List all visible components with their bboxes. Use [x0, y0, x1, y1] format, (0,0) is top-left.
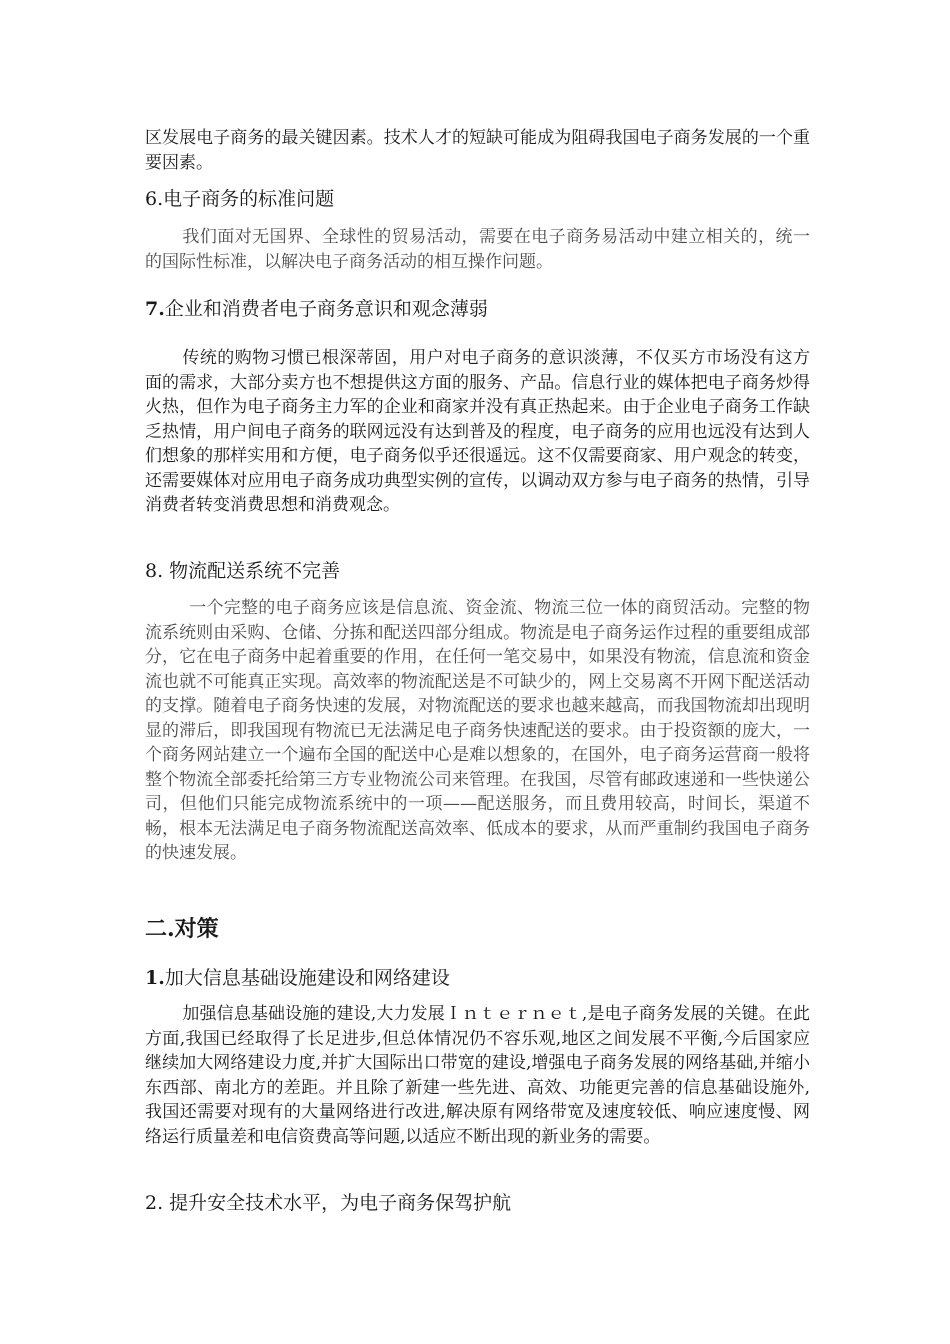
heading-c2: 2. 提升安全技术水平，为电子商务保驾护航 [145, 1192, 512, 1214]
heading-7-number: 7. [145, 298, 165, 320]
heading-8: 8. 物流配送系统不完善 [145, 560, 341, 582]
paragraph-c1: 加强信息基础设施的建设,大力发展Ｉｎｔｅｒｎｅｔ,是电子商务发展的关键。在此方面,我国已经取得了长足进步,但总体情况仍不容乐观,地区之间发展不平衡,今后国家应继续加大网络建设力度,并扩大国际出口带宽的建设,增强电子商务发展的网络基础,并缩小东西部、南北方的差距。并且除了新建一些先进、高效、功能更完善的信息基础设施外,我国还需要对现有的大量网络进行改进,解决原有网络带宽及速度较低、响应速度慢、网络运行质量差和电信资费高等问题,以适应不断出现的新业务的需要。 [145, 1004, 810, 1147]
heading-c1-text: 加大信息基础设施建设和网络建设 [164, 967, 450, 989]
heading-6: 6.电子商务的标准问题 [145, 188, 335, 210]
paragraph-6: 我们面对无国界、全球性的贸易活动，需要在电子商务易活动中建立相关的，统一的国际性标准，以解决电子商务活动的相互操作问题。 [145, 227, 810, 272]
section-heading-countermeasures: 二.对策 [145, 916, 219, 942]
paragraph-7: 传统的购物习惯已根深蒂固，用户对电子商务的意识淡薄，不仅买方市场没有这方面的需求，大部分卖方也不想提供这方面的服务、产品。信息行业的媒体把电子商务炒得火热，但作为电子商务主力军的企业和商家并没有真正热起来。由于企业电子商务工作缺乏热情，用户间电子商务的联网远没有达到普及的程度，电子商务的应用也远没有达到人们想象的那样实用和方便，电子商务似乎还很遥远。这不仅需要商家、用户观念的转变，还需要媒体对应用电子商务成功典型实例的宣传，以调动双方参与电子商务的热情，引导消费者转变消费思想和消费观念。 [145, 348, 810, 515]
heading-7-text: 企业和消费者电子商务意识和观念薄弱 [164, 298, 488, 320]
heading-c1-number: 1. [145, 967, 165, 989]
heading-7 [145, 296, 810, 322]
heading-c1 [145, 965, 810, 991]
paragraph-intro: 区发展电子商务的最关键因素。技术人才的短缺可能成为阻碍我国电子商务发展的一个重要因素。 [145, 128, 810, 173]
paragraph-8: 一个完整的电子商务应该是信息流、资金流、物流三位一体的商贸活动。完整的物流系统则由采购、仓储、分拣和配送四部分组成。物流是电子商务运作过程的重要组成部分，它在电子商务中起着重要的作用，在任何一笔交易中，如果没有物流，信息流和资金流也就不可能真正实现。高效率的物流配送是不可缺少的，网上交易离不开网下配送活动的支撑。随着电子商务快速的发展，对物流配送的要求也越来越高，而我国物流却出现明显的滞后，即我国现有物流已无法满足电子商务快速配送的要求。由于投资额的庞大，一个商务网站建立一个遍布全国的配送中心是难以想象的，在国外，电子商务运营商一般将整个物流全部委托给第三方专业物流公司来管理。在我国，尽管有邮政速递和一些快递公司，但他们只能完成物流系统中的一项——配送服务，而且费用较高，时间长，渠道不畅，根本无法满足电子商务物流配送高效率、低成本的要求，从而严重制约我国电子商务的快速发展。 [145, 598, 810, 863]
